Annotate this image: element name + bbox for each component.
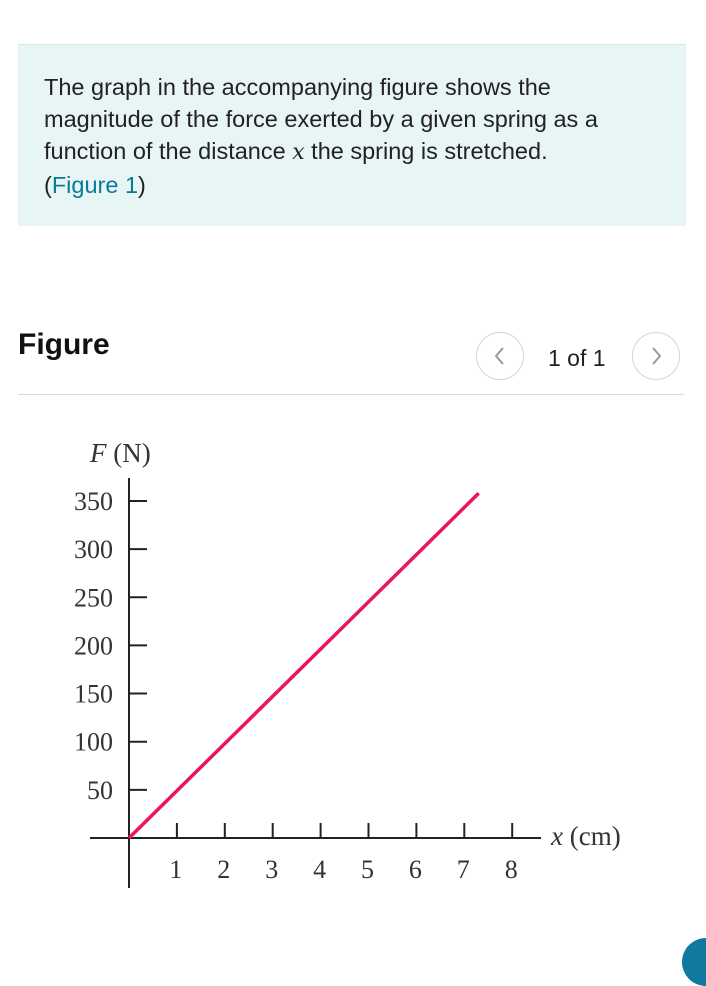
y-tick-label: 150 <box>74 679 113 709</box>
x-tick-label: 8 <box>504 855 518 884</box>
y-axis-variable: F <box>90 438 107 468</box>
chevron-right-icon <box>648 346 664 366</box>
help-badge[interactable] <box>682 938 706 986</box>
y-axis-label <box>89 438 151 468</box>
y-tick-label: 300 <box>74 535 113 565</box>
y-tick-label: 250 <box>74 583 113 613</box>
x-tick-label: 5 <box>361 855 374 884</box>
x-tick-label: 2 <box>217 855 231 884</box>
x-tick-label: 7 <box>456 855 470 884</box>
y-ticks <box>74 487 147 805</box>
problem-statement-box <box>18 45 686 226</box>
force-line <box>129 493 479 838</box>
problem-text-end: the spring is stretched. <box>304 138 548 164</box>
y-tick-label: 200 <box>74 631 113 661</box>
y-tick-label: 350 <box>74 486 113 516</box>
series-group <box>129 493 479 838</box>
y-axis-unit: (N) <box>106 438 151 468</box>
y-tick-label: 50 <box>87 775 113 805</box>
paren-close: ) <box>138 172 146 198</box>
figure-title: Figure <box>18 328 110 361</box>
paren-open: ( <box>44 172 52 198</box>
figure-header <box>18 326 684 395</box>
y-tick-label: 100 <box>74 727 113 757</box>
x-tick-label: 3 <box>265 855 279 884</box>
x-axis-unit: (cm) <box>562 821 621 851</box>
chevron-left-icon <box>492 346 508 366</box>
x-tick-label: 6 <box>408 855 422 884</box>
force-vs-distance-chart <box>0 395 706 895</box>
variable-x: x <box>292 140 305 165</box>
x-tick-label: 4 <box>313 855 327 884</box>
figure-1-link[interactable]: Figure 1 <box>51 172 139 198</box>
x-axis-label <box>550 821 621 851</box>
x-tick-label: 1 <box>169 855 183 884</box>
figure-counter: 1 of 1 <box>548 345 606 371</box>
previous-figure-button[interactable] <box>476 332 524 380</box>
x-axis-variable: x <box>551 821 563 851</box>
problem-text-start: The graph in the accompanying figure shows the magnitude of the force exerted by a given spring as a function of the distance <box>44 74 598 164</box>
x-ticks <box>169 823 517 884</box>
next-figure-button[interactable] <box>632 332 680 380</box>
problem-statement <box>44 71 660 201</box>
